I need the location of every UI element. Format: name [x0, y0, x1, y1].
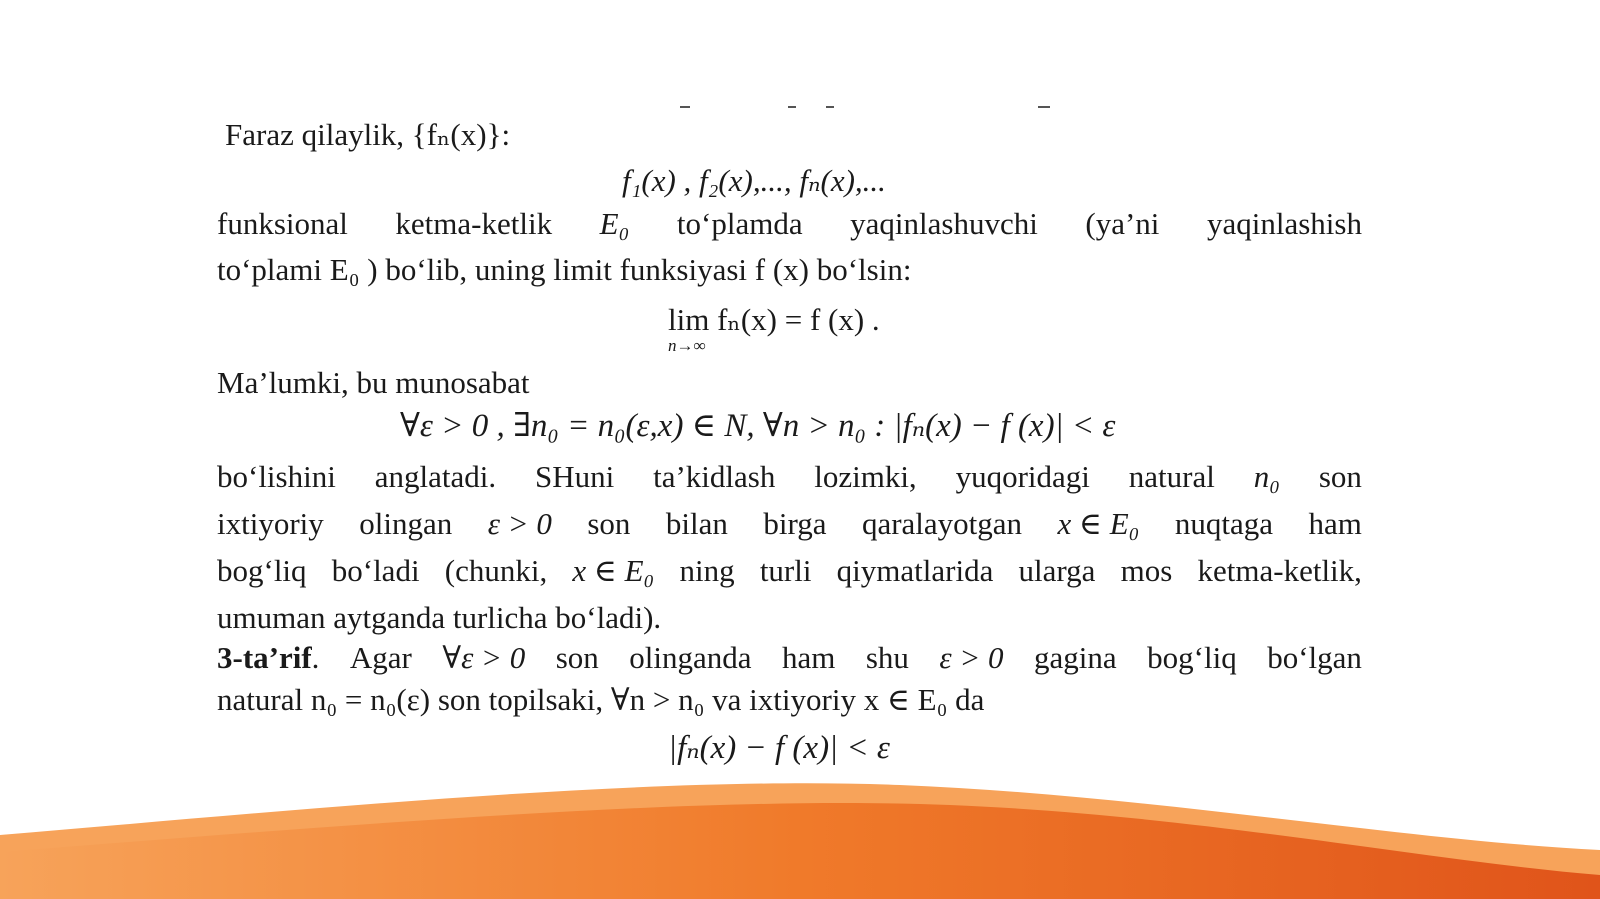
word: ning	[679, 553, 735, 588]
paragraph-line-1	[217, 206, 1362, 242]
paragraph-line-4	[217, 459, 1362, 495]
limit-expression: lim fₙ(x) = f (x) .	[668, 302, 880, 337]
word: ketma-ketlik	[395, 206, 553, 241]
word: shu	[865, 640, 909, 675]
definition-line-1	[217, 640, 1362, 676]
sequence-formula: f₁(x) , f₂(x),..., fₙ(x),...	[622, 163, 886, 198]
word: anglatadi.	[374, 459, 497, 494]
intro-line: Faraz qilaylik, {fₙ(x)}:	[225, 117, 511, 152]
paragraph-line-6	[217, 553, 1362, 589]
word: SHuni	[534, 459, 615, 494]
word: olinganda	[629, 640, 752, 675]
word: mos	[1120, 553, 1173, 588]
math-inline: n₀	[1253, 459, 1280, 494]
word: ham	[1308, 506, 1362, 541]
word: bog‘liq	[1147, 640, 1237, 675]
paragraph-line-2: to‘plami E₀ ) bo‘lib, uning limit funksiyasi f (x) bo‘lsin:	[217, 252, 912, 287]
word: son	[555, 640, 599, 675]
word: ham	[782, 640, 836, 675]
word: turli	[759, 553, 812, 588]
word: bog‘liq	[217, 553, 307, 588]
math-inline: ε > 0	[487, 506, 552, 541]
word: bilan	[665, 506, 728, 541]
limit-subscript: n→∞	[668, 336, 706, 355]
top-fragment-marks	[680, 104, 1080, 110]
uniform-convergence-formula: |fₙ(x) − f (x)| < ε	[668, 730, 890, 766]
word: nuqtaga	[1174, 506, 1274, 541]
word: bo‘ladi	[331, 553, 420, 588]
definition-period: .	[311, 640, 320, 675]
word: qaralayotgan	[861, 506, 1023, 541]
decorative-orange-wave	[0, 780, 1600, 899]
word: ularga	[1018, 553, 1096, 588]
word: natural	[1128, 459, 1215, 494]
word: yaqinlashuvchi	[850, 206, 1038, 241]
word: ketma-ketlik,	[1197, 553, 1362, 588]
definition-number: 3-ta’rif	[217, 640, 312, 675]
word: ta’kidlash	[653, 459, 776, 494]
word: bo‘lgan	[1267, 640, 1362, 675]
word: bo‘lishini	[217, 459, 336, 494]
paragraph-line-5	[217, 506, 1362, 542]
word: (chunki,	[444, 553, 548, 588]
word: lozimki,	[814, 459, 917, 494]
limit-formula	[668, 302, 880, 338]
word: olingan	[359, 506, 453, 541]
word: birga	[763, 506, 827, 541]
definition-heading	[217, 640, 319, 676]
word: son	[1318, 459, 1362, 494]
word: (ya’ni	[1085, 206, 1160, 241]
word: to‘plamda	[676, 206, 803, 241]
math-inline: E₀	[599, 206, 630, 241]
math-inline: x ∈ E₀	[572, 553, 655, 588]
word: yuqoridagi	[955, 459, 1090, 494]
epsilon-definition-formula: ∀ε > 0 , ∃n₀ = n₀(ε,x) ∈ N, ∀n > n₀ : |fₙ(x) − f (x)| < ε	[400, 408, 1116, 444]
math-inline: ∀ε > 0	[442, 640, 526, 675]
word: qiymatlarida	[836, 553, 994, 588]
word: Agar	[349, 640, 412, 675]
paragraph-line-3: Ma’lumki, bu munosabat	[217, 365, 530, 400]
word: son	[587, 506, 631, 541]
math-inline: ε > 0	[939, 640, 1004, 675]
word: ixtiyoriy	[217, 506, 324, 541]
math-inline: x ∈ E₀	[1057, 506, 1140, 541]
word: gagina	[1034, 640, 1117, 675]
definition-line-2: natural n₀ = n₀(ε) son topilsaki, ∀n > n₀ va ixtiyoriy x ∈ E₀ da	[217, 682, 985, 717]
word: funksional	[217, 206, 348, 241]
paragraph-line-7: umuman aytganda turlicha bo‘ladi).	[217, 600, 662, 635]
word: yaqinlashish	[1206, 206, 1362, 241]
